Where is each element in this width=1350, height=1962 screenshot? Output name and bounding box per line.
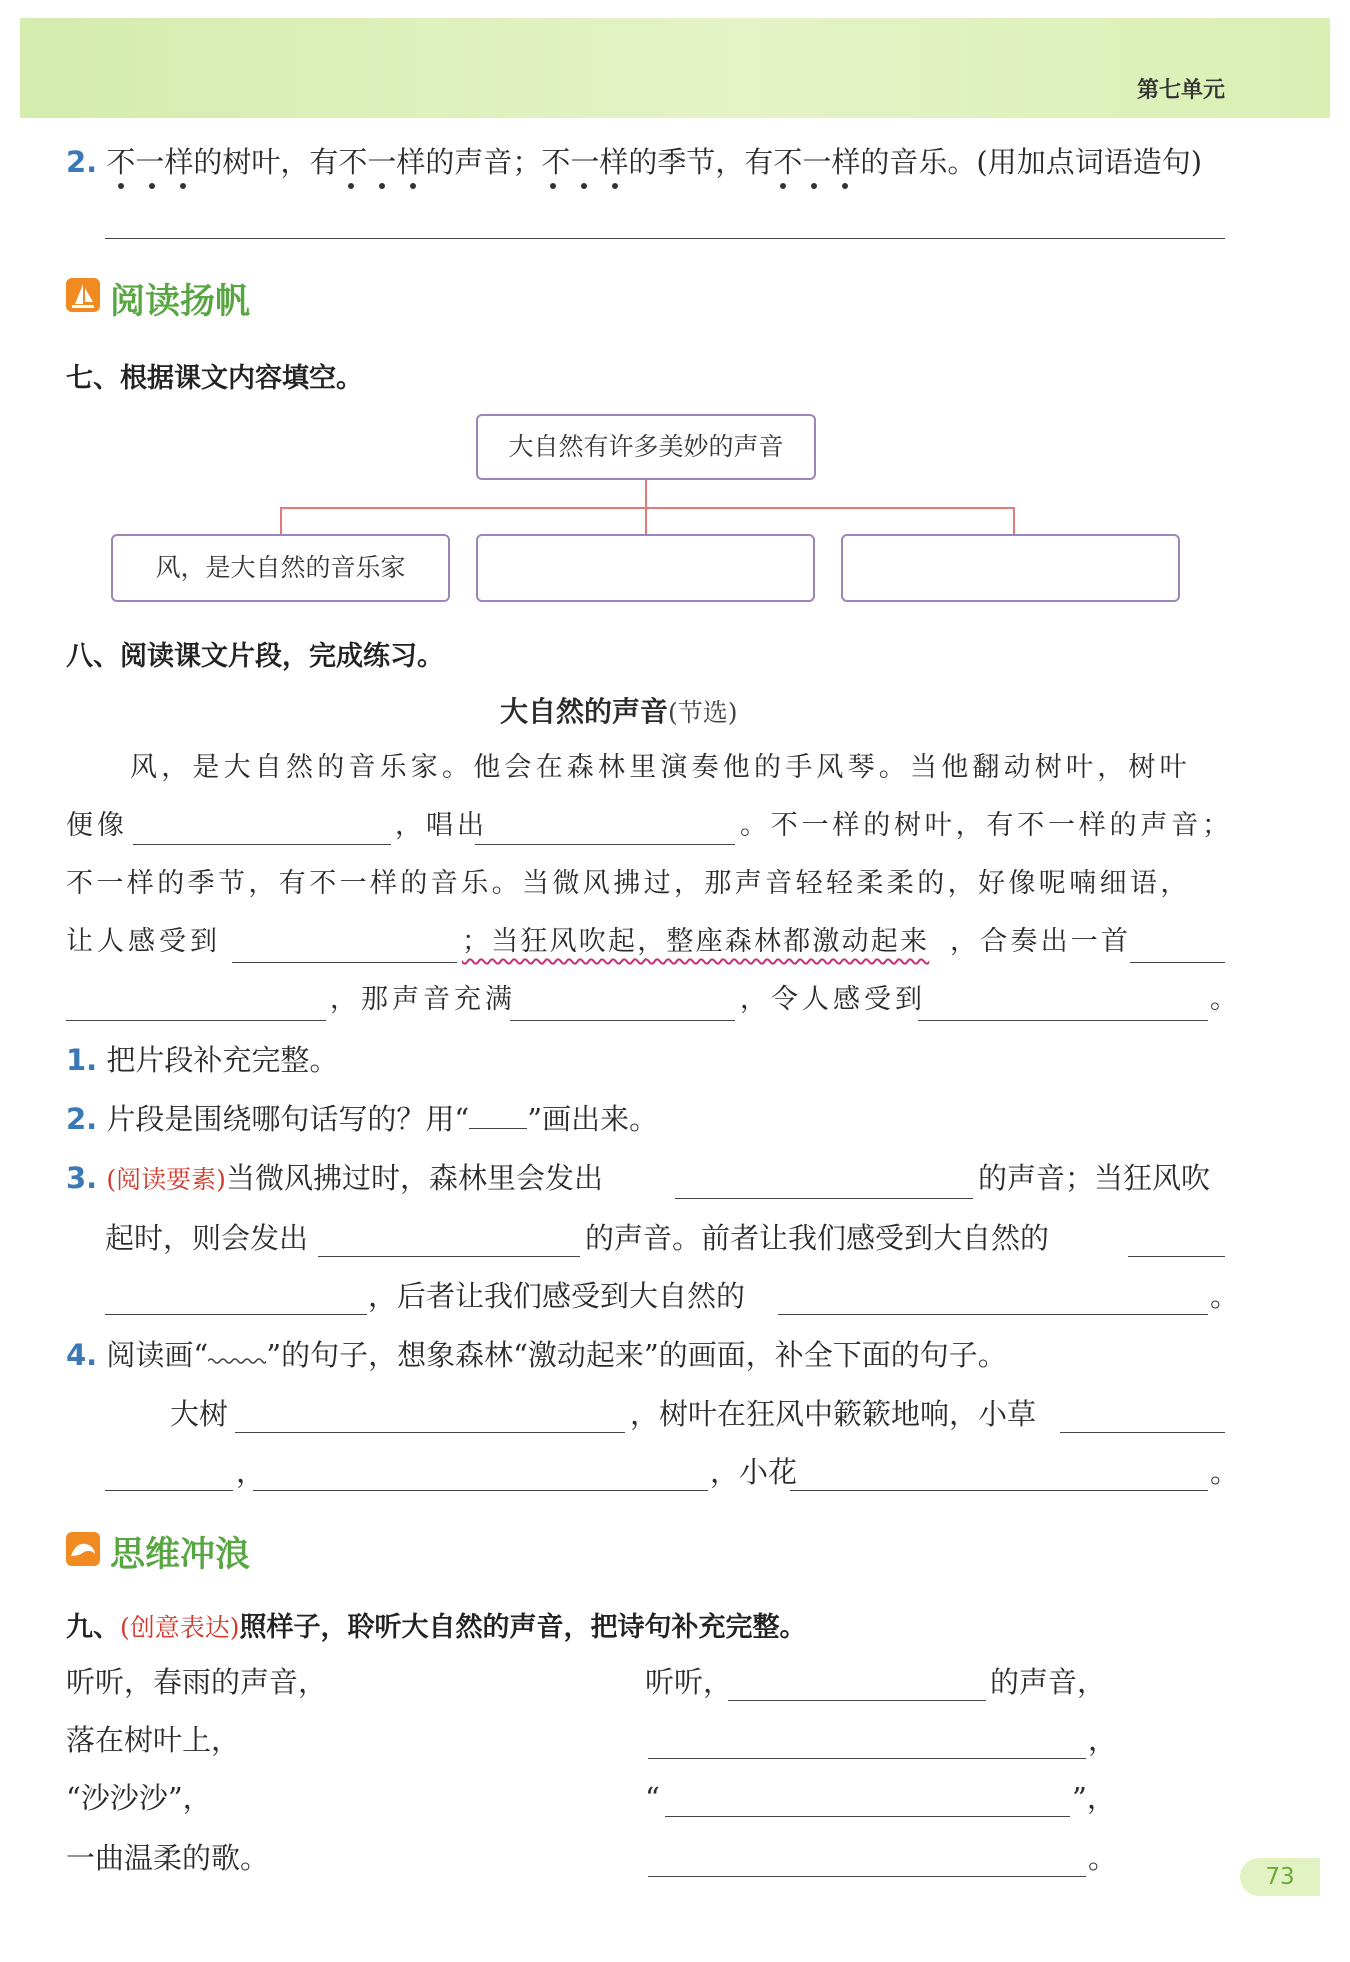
text: 九、 bbox=[66, 1612, 120, 1643]
question-number: 1. bbox=[66, 1043, 98, 1077]
text: ， bbox=[236, 1455, 266, 1489]
passage-line-3: 不一样的季节，有不一样的音乐。当微风拂过，那声音轻轻柔柔的，好像呢喃细语， bbox=[66, 868, 1191, 899]
text: ，合奏出一首 bbox=[950, 926, 1132, 957]
wavy-underline-sample bbox=[208, 1335, 266, 1361]
text: ，令人感受到 bbox=[740, 984, 926, 1015]
blank[interactable] bbox=[232, 962, 457, 963]
text: 听听， bbox=[645, 1665, 733, 1699]
blank[interactable] bbox=[648, 1876, 1086, 1877]
poem-line-3: “沙沙沙”， bbox=[66, 1781, 212, 1815]
question-text: ”画出来。 bbox=[527, 1102, 659, 1136]
tag-creative-expression: (创意表达) bbox=[120, 1613, 240, 1642]
emphasis-dot bbox=[612, 183, 618, 189]
blank[interactable] bbox=[105, 1490, 233, 1491]
text: 。 bbox=[1210, 984, 1237, 1015]
blank[interactable] bbox=[510, 1020, 735, 1021]
page-number: 73 bbox=[1240, 1858, 1320, 1896]
blank[interactable] bbox=[133, 844, 391, 845]
text: ，后者让我们感受到大自然的 bbox=[368, 1279, 746, 1313]
key-sentence-underlined: ；当狂风吹起，整座森林都激动起来 bbox=[462, 926, 930, 957]
unit-label: 第七单元 bbox=[1136, 78, 1225, 103]
underline-sample bbox=[469, 1100, 527, 1129]
sub-question-1 bbox=[66, 1040, 338, 1080]
question-8-title: 八、阅读课文片段，完成练习。 bbox=[66, 641, 444, 672]
connector-line bbox=[645, 507, 647, 535]
blank[interactable] bbox=[665, 1816, 1070, 1817]
text: ，树叶在狂风中簌簌地响，小草 bbox=[630, 1397, 1037, 1431]
text: 。 bbox=[1210, 1279, 1240, 1313]
blank[interactable] bbox=[105, 1314, 367, 1315]
text: 。 bbox=[1088, 1841, 1118, 1875]
blank[interactable] bbox=[235, 1432, 625, 1433]
emphasis-dot bbox=[842, 183, 848, 189]
text: 的声音。前者让我们感受到大自然的 bbox=[585, 1221, 1050, 1255]
poem-line-2: 落在树叶上， bbox=[66, 1723, 241, 1757]
passage-line-2 bbox=[66, 806, 128, 846]
blank[interactable] bbox=[1130, 962, 1225, 963]
question-text: 片段是围绕哪句话写的？用“ bbox=[106, 1102, 470, 1136]
passage-title bbox=[500, 690, 738, 730]
top-concept-box: 大自然有许多美妙的声音 bbox=[476, 414, 816, 480]
text: 起时，则会发出 bbox=[105, 1221, 309, 1255]
sub-question-2 bbox=[66, 1099, 658, 1139]
blank[interactable] bbox=[253, 1490, 708, 1491]
passage-title-text: 大自然的声音 bbox=[500, 695, 669, 728]
emphasis-dot bbox=[149, 183, 155, 189]
question-number: 2. bbox=[66, 1102, 98, 1136]
emphasis-dot bbox=[180, 183, 186, 189]
emphasis-dot bbox=[550, 183, 556, 189]
emphasis-dot bbox=[118, 183, 124, 189]
text: 大树 bbox=[170, 1397, 229, 1431]
emphasis-dot bbox=[811, 183, 817, 189]
sub-question-4 bbox=[66, 1335, 1007, 1375]
connector-line bbox=[280, 507, 1015, 509]
prev-question-2 bbox=[66, 142, 1202, 182]
text: 照样子，聆听大自然的声音，把诗句补充完整。 bbox=[239, 1612, 807, 1643]
sub-concept-box: 风，是大自然的音乐家 bbox=[111, 534, 450, 602]
blank[interactable] bbox=[66, 1020, 326, 1021]
question-text: ”的句子，想象森林“激动起来”的画面，补全下面的句子。 bbox=[266, 1338, 1007, 1372]
question-text: 阅读画“ bbox=[106, 1338, 209, 1372]
question-text: 当微风拂过时，森林里会发出 bbox=[225, 1161, 603, 1195]
answer-box[interactable] bbox=[841, 534, 1180, 602]
question-number: 3. bbox=[66, 1161, 98, 1195]
text: ，唱出 bbox=[395, 810, 488, 841]
blank[interactable] bbox=[1060, 1432, 1225, 1433]
answer-box[interactable] bbox=[476, 534, 815, 602]
blank[interactable] bbox=[318, 1256, 580, 1257]
text: 的声音， bbox=[990, 1665, 1107, 1699]
passage-line-1: 风，是大自然的音乐家。他会在森林里演奏他的手风琴。当他翻动树叶，树叶 bbox=[130, 752, 1191, 783]
question-9-title bbox=[66, 1605, 807, 1644]
emphasis-dot bbox=[780, 183, 786, 189]
question-text: 把片段补充完整。 bbox=[106, 1043, 339, 1077]
tag-reading-element: (阅读要素) bbox=[106, 1165, 226, 1194]
question-7-title: 七、根据课文内容填空。 bbox=[66, 363, 363, 394]
poem-line-4: 一曲温柔的歌。 bbox=[66, 1841, 270, 1875]
passage-note: (节选) bbox=[668, 698, 738, 727]
text: ，那声音充满 bbox=[330, 984, 516, 1015]
question-text: 不一样的树叶，有不一样的声音；不一样的季节，有不一样的音乐。(用加点词语造句) bbox=[106, 145, 1203, 179]
emphasis-dot bbox=[379, 183, 385, 189]
text: ， bbox=[1088, 1723, 1118, 1757]
blank[interactable] bbox=[778, 1314, 1208, 1315]
text: “ bbox=[645, 1781, 660, 1815]
text: 。不一样的树叶，有不一样的声音； bbox=[740, 810, 1233, 841]
question-number: 2. bbox=[66, 145, 98, 179]
connector-line bbox=[1013, 507, 1015, 535]
text: ，小花 bbox=[710, 1455, 798, 1489]
section-title-reading: 阅读扬帆 bbox=[110, 282, 251, 322]
section-title-thinking: 思维冲浪 bbox=[110, 1535, 251, 1575]
question-number: 4. bbox=[66, 1338, 98, 1372]
blank[interactable] bbox=[475, 844, 735, 845]
text: 便像 bbox=[66, 810, 128, 841]
emphasis-dot bbox=[348, 183, 354, 189]
answer-line[interactable] bbox=[105, 238, 1225, 239]
blank[interactable] bbox=[728, 1700, 986, 1701]
text: 让人感受到 bbox=[66, 926, 221, 957]
blank[interactable] bbox=[648, 1758, 1086, 1759]
blank[interactable] bbox=[1128, 1256, 1225, 1257]
sub-question-3 bbox=[66, 1158, 603, 1200]
connector-line bbox=[645, 480, 647, 508]
text: ”， bbox=[1072, 1781, 1116, 1815]
text: 的声音；当狂风吹 bbox=[978, 1161, 1211, 1195]
poem-line-1: 听听，春雨的声音， bbox=[66, 1665, 328, 1699]
text: 。 bbox=[1210, 1455, 1240, 1489]
connector-line bbox=[280, 507, 282, 535]
sail-icon bbox=[66, 278, 100, 312]
blank[interactable] bbox=[790, 1490, 1208, 1491]
blank[interactable] bbox=[918, 1020, 1208, 1021]
blank[interactable] bbox=[675, 1198, 973, 1199]
emphasis-dot bbox=[581, 183, 587, 189]
wave-icon bbox=[66, 1532, 100, 1566]
emphasis-dot bbox=[410, 183, 416, 189]
header-band bbox=[20, 18, 1330, 118]
